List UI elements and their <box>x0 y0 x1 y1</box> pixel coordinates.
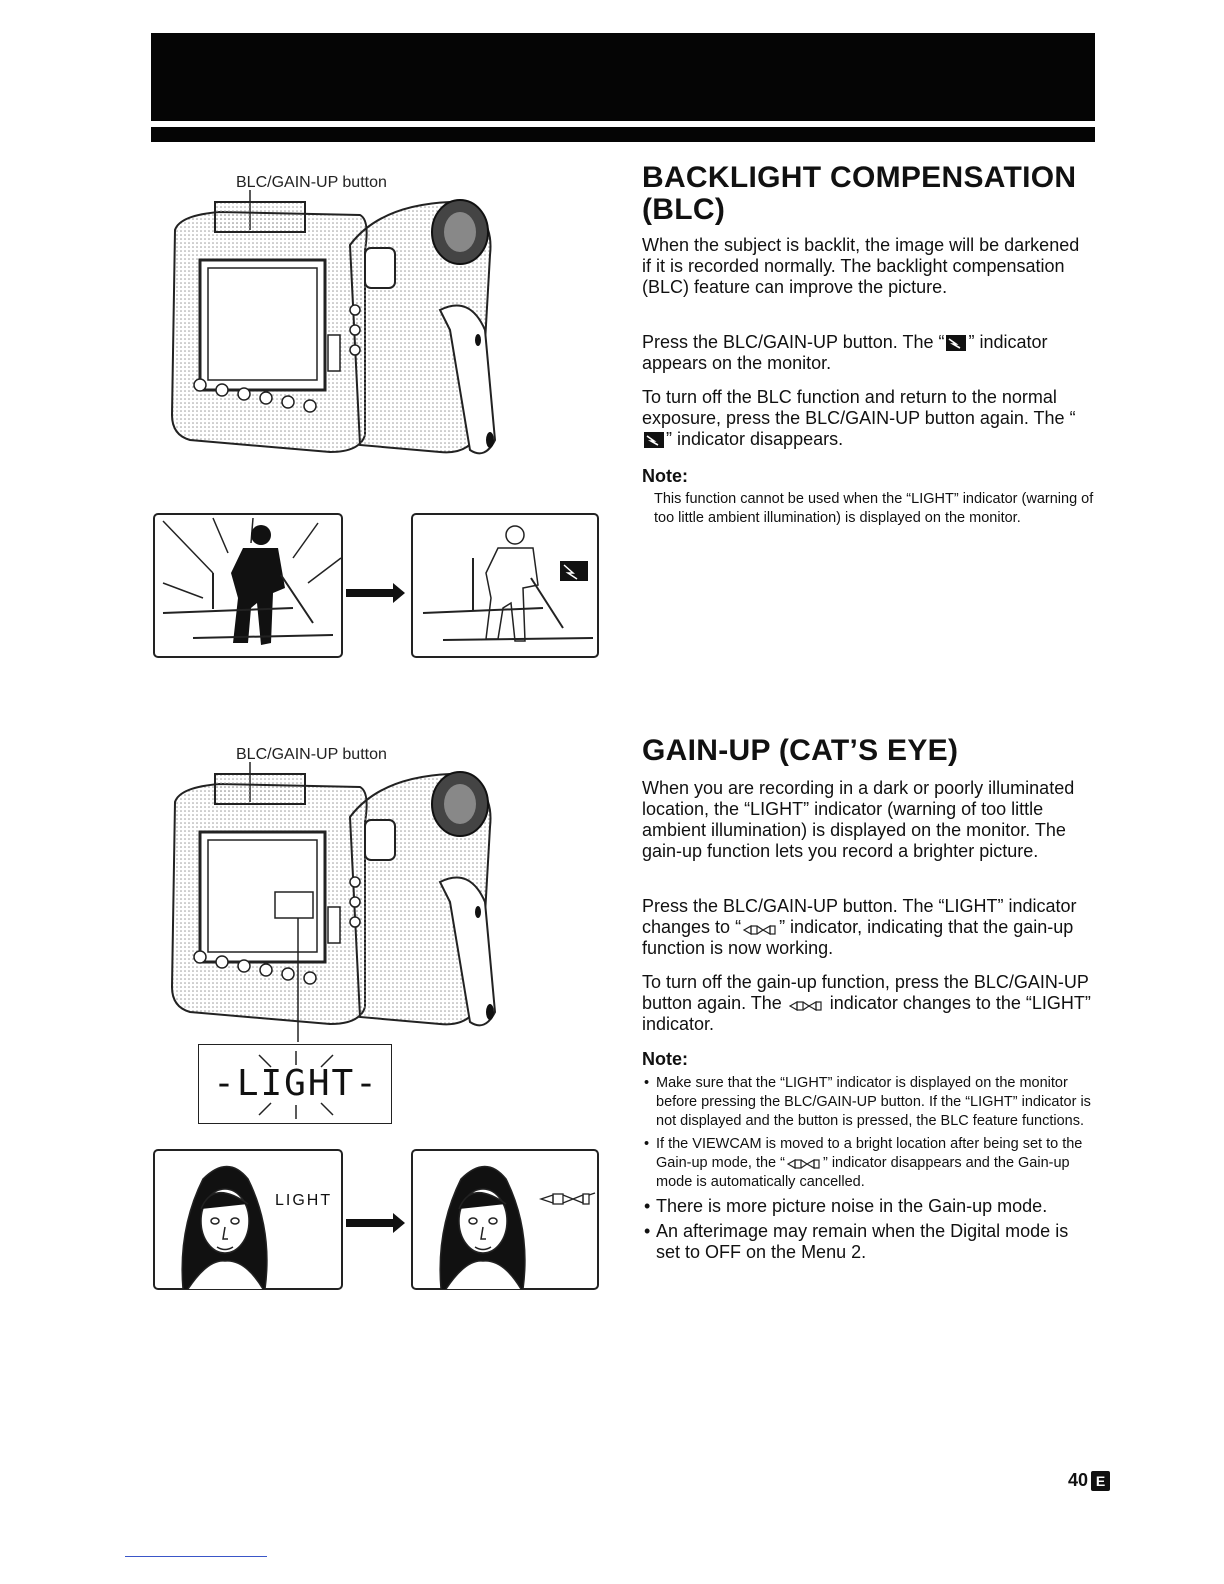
cats-eye-indicator-icon <box>787 1158 821 1170</box>
blc-before-after-diagram <box>153 513 601 661</box>
blc-indicator-icon <box>644 432 664 448</box>
blc-paragraph-3 <box>642 387 1092 450</box>
light-display-text: -LIGHT- <box>213 1063 379 1104</box>
cats-eye-indicator-icon <box>743 924 777 936</box>
blc-p2-start: Press the BLC/GAIN-UP button. The “ <box>642 332 945 352</box>
list-item: • There is more picture noise in the Gain-up mode. <box>644 1196 1094 1217</box>
page-number-text: 40 <box>1068 1470 1089 1490</box>
blc-note-heading: Note: <box>642 466 688 486</box>
camcorder-illustration-blc <box>160 190 505 470</box>
blc-title-line2: (BLC) <box>642 193 726 226</box>
light-indicator-small: LIGHT <box>275 1192 333 1209</box>
gain-note-heading: Note: <box>642 1049 688 1069</box>
page-number <box>1068 1470 1110 1491</box>
list-item: • Make sure that the “LIGHT” indicator is displayed on the monitor before pressing the BLC/GAIN-UP button. If the “LIGHT” indicator is not displayed and the button is pressed, the BLC feature functions. <box>644 1074 1094 1131</box>
blc-note-text: This function cannot be used when the “LIGHT” indicator (warning of too little ambient illumination) is displayed on the monitor. <box>654 491 1094 526</box>
header-rule <box>151 127 1095 142</box>
blc-paragraph-1: When the subject is backlit, the image will be darkened if it is recorded normally. The backlight compensation (BLC) feature can improve the picture. <box>642 235 1080 297</box>
gain-b2-start: If the VIEWCAM is moved to a bright location after being set to the Gain-up mode, the “ <box>656 1136 1083 1171</box>
camcorder-illustration-gain <box>160 762 505 1042</box>
blc-p2-end: ” indicator appears on the monitor. <box>642 332 1048 373</box>
cats-eye-indicator-icon <box>789 1000 823 1012</box>
list-item: • An afterimage may remain when the Digital mode is set to OFF on the Menu 2. <box>644 1221 1094 1263</box>
language-badge: E <box>1091 1471 1110 1491</box>
gain-note-list <box>644 1074 1094 1267</box>
gain-p2-start: Press the BLC/GAIN-UP button. The “LIGHT” indicator changes to “ <box>642 896 1077 937</box>
light-warning-display <box>198 1044 392 1124</box>
blc-title-line1: BACKLIGHT COMPENSATION <box>642 161 1077 194</box>
gain-paragraph-1: When you are recording in a dark or poorly illuminated location, the “LIGHT” indicator (warning of too little ambient illumination) is displayed on the monitor. The gain-up function lets you record a brighter picture. <box>642 778 1075 861</box>
gain-p3-start: To turn off the gain-up function, press the BLC/GAIN-UP button again. The <box>642 972 1089 1013</box>
gain-title: GAIN-UP (CAT’S EYE) <box>642 734 959 767</box>
blc-indicator-icon <box>946 335 966 351</box>
gain-p2-end: ” indicator, indicating that the gain-up function is now working. <box>642 917 1074 958</box>
gain-b2-end: ” indicator disappears and the Gain-up mode is automatically cancelled. <box>656 1155 1070 1190</box>
footer-line <box>125 1556 267 1557</box>
gain-paragraph-2 <box>642 896 1092 959</box>
list-item <box>644 1135 1094 1192</box>
header-bar <box>151 33 1095 121</box>
gain-before-after-diagram <box>153 1149 601 1292</box>
blc-p3-end: ” indicator disappears. <box>666 429 844 449</box>
blc-paragraph-2 <box>642 332 1092 374</box>
blc-p3-start: To turn off the BLC function and return to the normal exposure, press the BLC/GAIN-UP button again. The “ <box>642 387 1076 428</box>
gain-p3-end: indicator changes to the “LIGHT” indicator. <box>642 993 1091 1034</box>
gain-paragraph-3 <box>642 972 1092 1035</box>
blc-callout-label: BLC/GAIN-UP button <box>236 174 387 191</box>
gain-callout-label: BLC/GAIN-UP button <box>236 746 387 763</box>
